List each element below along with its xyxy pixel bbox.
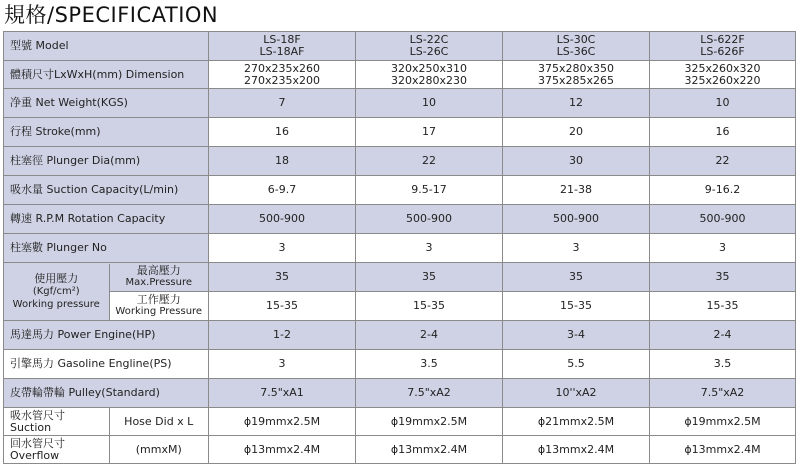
pressure-value-cell: 35 15-35 — [209, 263, 356, 321]
value-cell: 3-4 — [503, 321, 650, 350]
row-label: 轉速 R.P.M Rotation Capacity — [4, 205, 209, 234]
row-label: 净重 Net Weight(KGS) — [4, 89, 209, 118]
value-cell: 7.5"xA2 — [356, 379, 503, 408]
value-cell: 7.5"xA2 — [650, 379, 796, 408]
value-cell: 3 — [209, 350, 356, 379]
suction-hose-label-grid — [4, 408, 208, 435]
value-cell: 22 — [650, 147, 796, 176]
rpm-row — [4, 205, 796, 234]
value-cell: 3 — [356, 234, 503, 263]
pulley-row — [4, 379, 796, 408]
pressure-value-cell: 35 15-35 — [356, 263, 503, 321]
row-label: 柱塞數 Plunger No — [4, 234, 209, 263]
value-cell: 500-900 — [503, 205, 650, 234]
suction-hose-label-cell — [4, 408, 209, 436]
row-label: 馬達馬力 Power Engine(HP) — [4, 321, 209, 350]
suction-hose-row — [4, 408, 796, 436]
value-cell: 21-38 — [503, 176, 650, 205]
value-cell: 10 — [650, 89, 796, 118]
pressure-label-grid — [4, 264, 208, 320]
value-cell: ϕ21mmx2.5M — [503, 408, 650, 436]
row-label: 行程 Stroke(mm) — [4, 118, 209, 147]
model-cell: LS-22C LS-26C — [356, 32, 503, 61]
model-cell: LS-30C LS-36C — [503, 32, 650, 61]
value-cell: 3 — [503, 234, 650, 263]
specification-table — [3, 31, 796, 464]
overflow-hose-label-cell — [4, 436, 209, 464]
value-cell: 500-900 — [356, 205, 503, 234]
value-cell: 1-2 — [209, 321, 356, 350]
model-label: 型號 Model — [4, 32, 209, 61]
pressure-value-cell: 35 15-35 — [503, 263, 650, 321]
power-engine-row — [4, 321, 796, 350]
gasoline-engine-row — [4, 350, 796, 379]
pressure-group-label: 使用壓力 (Kgf/cm²) Working pressure — [4, 264, 109, 320]
stroke-row — [4, 118, 796, 147]
dimension-cell: 270x235x260 270x235x200 — [209, 61, 356, 89]
value-cell: 17 — [356, 118, 503, 147]
value-cell: 2-4 — [650, 321, 796, 350]
value-cell: 5.5 — [503, 350, 650, 379]
row-label: 柱塞徑 Plunger Dia(mm) — [4, 147, 209, 176]
value-cell: 9.5-17 — [356, 176, 503, 205]
value-cell: 10''xA2 — [503, 379, 650, 408]
value-cell: 3 — [650, 234, 796, 263]
dimension-cell: 325x260x320 325x260x220 — [650, 61, 796, 89]
net-weight-row — [4, 89, 796, 118]
overflow-hose-row — [4, 436, 796, 464]
hose-size-label: Hose Did x L — [124, 414, 194, 428]
dimension-cell: 375x280x350 375x285x265 — [503, 61, 650, 89]
suction-hose-label: 吸水管尺寸 Suction — [4, 408, 109, 435]
value-cell: 22 — [356, 147, 503, 176]
value-cell: 18 — [209, 147, 356, 176]
row-label: 引擎馬力 Gasoline Engline(PS) — [4, 350, 209, 379]
value-cell: 12 — [503, 89, 650, 118]
plunger-no-row — [4, 234, 796, 263]
model-cell: LS-622F LS-626F — [650, 32, 796, 61]
row-label: 皮帶輪帶輪 Pulley(Standard) — [4, 379, 209, 408]
overflow-hose-label-grid — [4, 436, 208, 463]
value-cell: 9-16.2 — [650, 176, 796, 205]
dimension-row — [4, 61, 796, 89]
value-cell: ϕ13mmx2.4M — [503, 436, 650, 464]
working-pressure-label: 工作壓力 Working Pressure — [109, 292, 208, 320]
model-cell: LS-18F LS-18AF — [209, 32, 356, 61]
value-cell: 500-900 — [209, 205, 356, 234]
value-cell: 7 — [209, 89, 356, 118]
value-cell: 16 — [650, 118, 796, 147]
value-cell: ϕ19mmx2.5M — [209, 408, 356, 436]
page-title: 規格/SPECIFICATION — [4, 3, 219, 27]
suction-capacity-row — [4, 176, 796, 205]
hose-unit-label: (mmxM) — [135, 442, 182, 456]
value-cell: 30 — [503, 147, 650, 176]
value-cell: 7.5"xA1 — [209, 379, 356, 408]
value-cell: 2-4 — [356, 321, 503, 350]
value-cell: 3.5 — [650, 350, 796, 379]
value-cell: 3.5 — [356, 350, 503, 379]
value-cell: 10 — [356, 89, 503, 118]
value-cell: ϕ13mmx2.4M — [650, 436, 796, 464]
plunger-dia-row — [4, 147, 796, 176]
pressure-label-cell — [4, 263, 209, 321]
value-cell: 500-900 — [650, 205, 796, 234]
value-cell: 3 — [209, 234, 356, 263]
row-label: 吸水量 Suction Capacity(L/min) — [4, 176, 209, 205]
value-cell: 20 — [503, 118, 650, 147]
dimension-label: 體積尺寸LxWxH(mm) Dimension — [4, 61, 209, 89]
overflow-hose-label: 回水管尺寸 Overflow — [4, 436, 109, 463]
value-cell: ϕ13mmx2.4M — [209, 436, 356, 464]
dimension-cell: 320x250x310 320x280x230 — [356, 61, 503, 89]
value-cell: 16 — [209, 118, 356, 147]
max-pressure-label: 最高壓力 Max.Pressure — [109, 264, 208, 292]
value-cell: 6-9.7 — [209, 176, 356, 205]
model-row — [4, 32, 796, 61]
max-pressure-row — [4, 263, 796, 321]
pressure-value-cell: 35 15-35 — [650, 263, 796, 321]
value-cell: ϕ19mmx2.5M — [356, 408, 503, 436]
value-cell: ϕ19mmx2.5M — [650, 408, 796, 436]
value-cell: ϕ13mmx2.4M — [356, 436, 503, 464]
